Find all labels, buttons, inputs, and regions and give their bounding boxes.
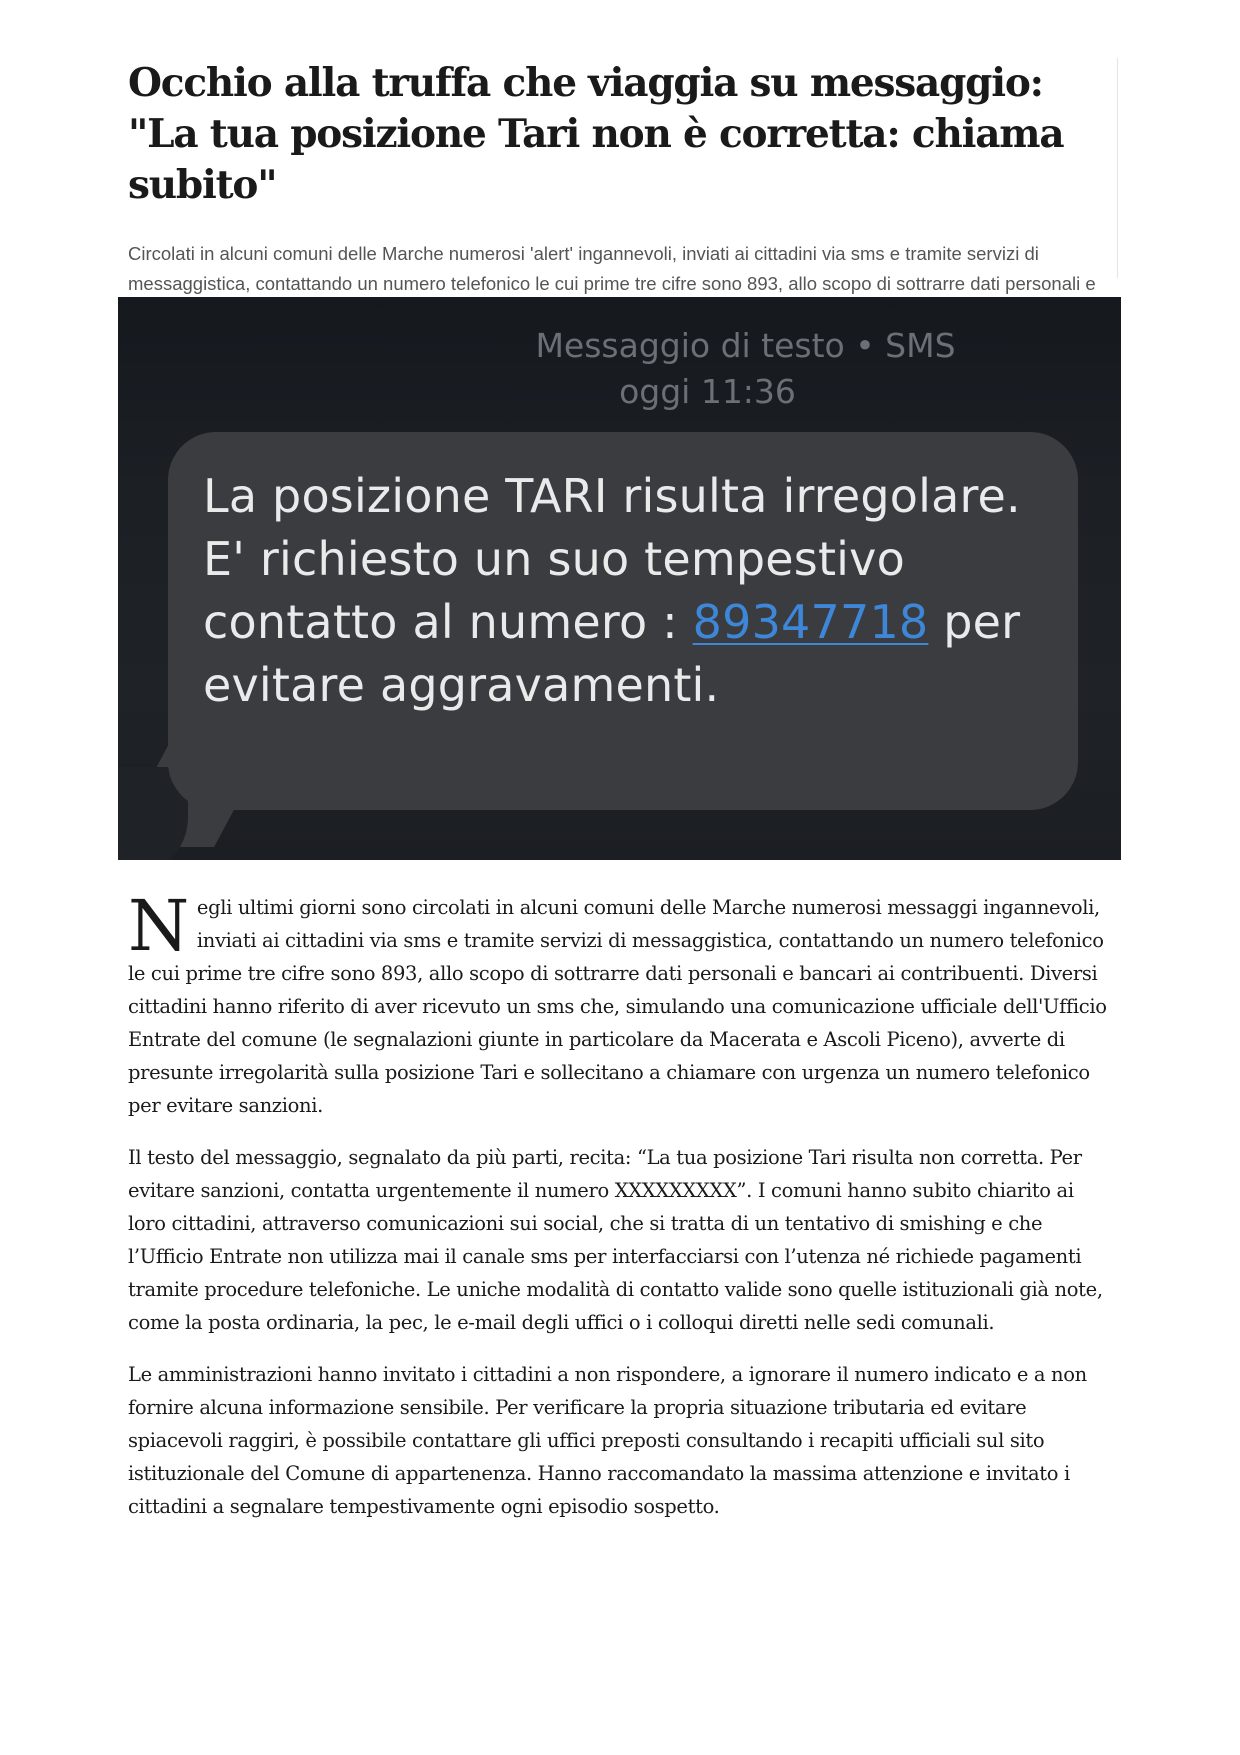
article-paragraph-2: Il testo del messaggio, segnalato da più parti, recita: “La tua posizione Tari risulta non corretta. Per evitare sanzioni, contatta urgentemente il numero XXXXXXXXX”. I comuni hanno subito chiarito ai loro cittadini, attraverso comunicazioni sui social, che si tratta di un tentativo di smishing e che l’Ufficio Entrate non utilizza mai il canale sms per interfacciarsi con l’utenza né richiede pagamenti tramite procedure telefoniche. Le uniche modalità di contatto valide sono quelle istituzionali già note, come la posta ordinaria, la pec, le e-mail degli uffici o i colloqui diretti nelle sedi comunali. [128,1146,1103,1334]
sms-meta-time: oggi 11:36 [619,372,796,411]
sms-meta-type: Messaggio di testo • SMS [535,326,956,365]
article-paragraph-1-text: egli ultimi giorni sono circolati in alcuni comuni delle Marche numerosi messaggi ingannevoli, inviati ai cittadini via sms e tramite servizi di messaggistica, contattando un numero telefonico le cui prime tre cifre sono 893, allo scopo di sottrarre dati personali e bancari ai contribuenti. Diversi cittadini hanno riferito di aver ricevuto un sms che, simulando una comunicazione ufficiale dell'Ufficio Entrate del comune (le segnalazioni giunte in particolare da Macerata e Ascoli Piceno), avverte di presunte irregolarità sulla posizione Tari e sollecitano a chiamare con urgenza un numero telefonico per evitare sanzioni. [128,896,1107,1117]
drop-cap: N [128,885,189,967]
article-subtitle: Circolati in alcuni comuni delle Marche numerosi 'alert' ingannevoli, inviati ai cittadini via sms e tramite servizi di messaggistica, contattando un numero telefonico le cui prime tre cifre sono 893, allo scopo di sottrarre dati personali e [128,243,1096,294]
article-body [128,885,1113,1542]
sms-message-text [203,465,1073,717]
article-paragraph-1 [128,885,1113,1122]
sms-text-after: per evitare aggravamenti. [203,595,1021,712]
sms-phone-number-link[interactable]: 89347718 [692,595,929,649]
sms-screenshot-image [118,297,1121,860]
article-headline: Occhio alla truffa che viaggia su messaggio: "La tua posizione Tari non è corretta: chiama subito" [128,60,1064,208]
article-paragraph-3: Le amministrazioni hanno invitato i cittadini a non rispondere, a ignorare il numero indicato e a non fornire alcuna informazione sensibile. Per verificare la propria situazione tributaria ed evitare spiacevoli raggiri, è possibile contattare gli uffici preposti consultando i recapiti ufficiali sul sito istituzionale del Comune di appartenenza. Hanno raccomandato la massima attenzione e invitato i cittadini a segnalare tempestivamente ogni episodio sospetto. [128,1363,1087,1518]
sms-text-before: La posizione TARI risulta irregolare. E' richiesto un suo tempestivo contatto al numero : [203,469,1021,649]
sms-meta [118,323,1121,415]
header-divider [1117,58,1118,278]
